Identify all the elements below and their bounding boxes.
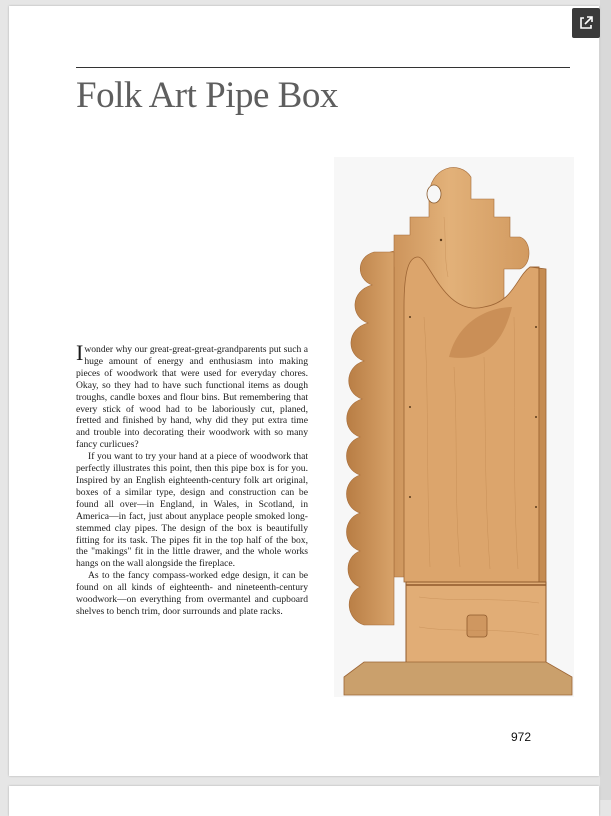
paragraph-2: If you want to try your hand at a piece of woodwork that perfectly illustrates this point, then this pipe box is for you. Inspired by an English eighteenth-century folk art original, boxes of a similar type, design and construction can be found all over—in England, in Wales, in Scotland, in America—in fact, just about anyplace people smoked long-stemmed clay pipes. The design of the box is beautifully fitting for its task. The pipes fit in the top half of the box, the "makings" fit in the little drawer, and the whole works hangs on the wall alongside the fireplace. [76, 451, 308, 570]
drop-cap: I [76, 340, 84, 365]
page-number: 972 [511, 730, 532, 744]
paragraph-1-text: wonder why our great-great-great-grandparents put such a huge amount of energy and enthusiasm into making pieces of woodwork that were used for everyday chores. Okay, so they had to have such functional items as dough troughs, candle boxes and flour bins. But remembering that every stick of wood had to be laboriously cut, planed, fretted and finished by hand, why did they put extra time and trouble into decorating their woodwork with so many fancy curlicues? [76, 344, 308, 451]
article-body [76, 340, 308, 618]
viewer-scrollbar-gutter[interactable] [600, 0, 611, 800]
page-title: Folk Art Pipe Box [76, 75, 338, 116]
title-rule [76, 67, 570, 68]
document-page [9, 6, 599, 776]
paragraph-1 [76, 340, 308, 451]
pipe-box-photo [334, 157, 574, 697]
external-link-icon [578, 15, 594, 31]
popout-button[interactable] [572, 8, 600, 38]
paragraph-3: As to the fancy compass-worked edge design, it can be found on all kinds of eighteenth- and nineteenth-century woodwork—on everything from overmantel and cupboard shelves to bench trim, door surrounds and plate racks. [76, 570, 308, 617]
next-page-preview [9, 786, 599, 816]
